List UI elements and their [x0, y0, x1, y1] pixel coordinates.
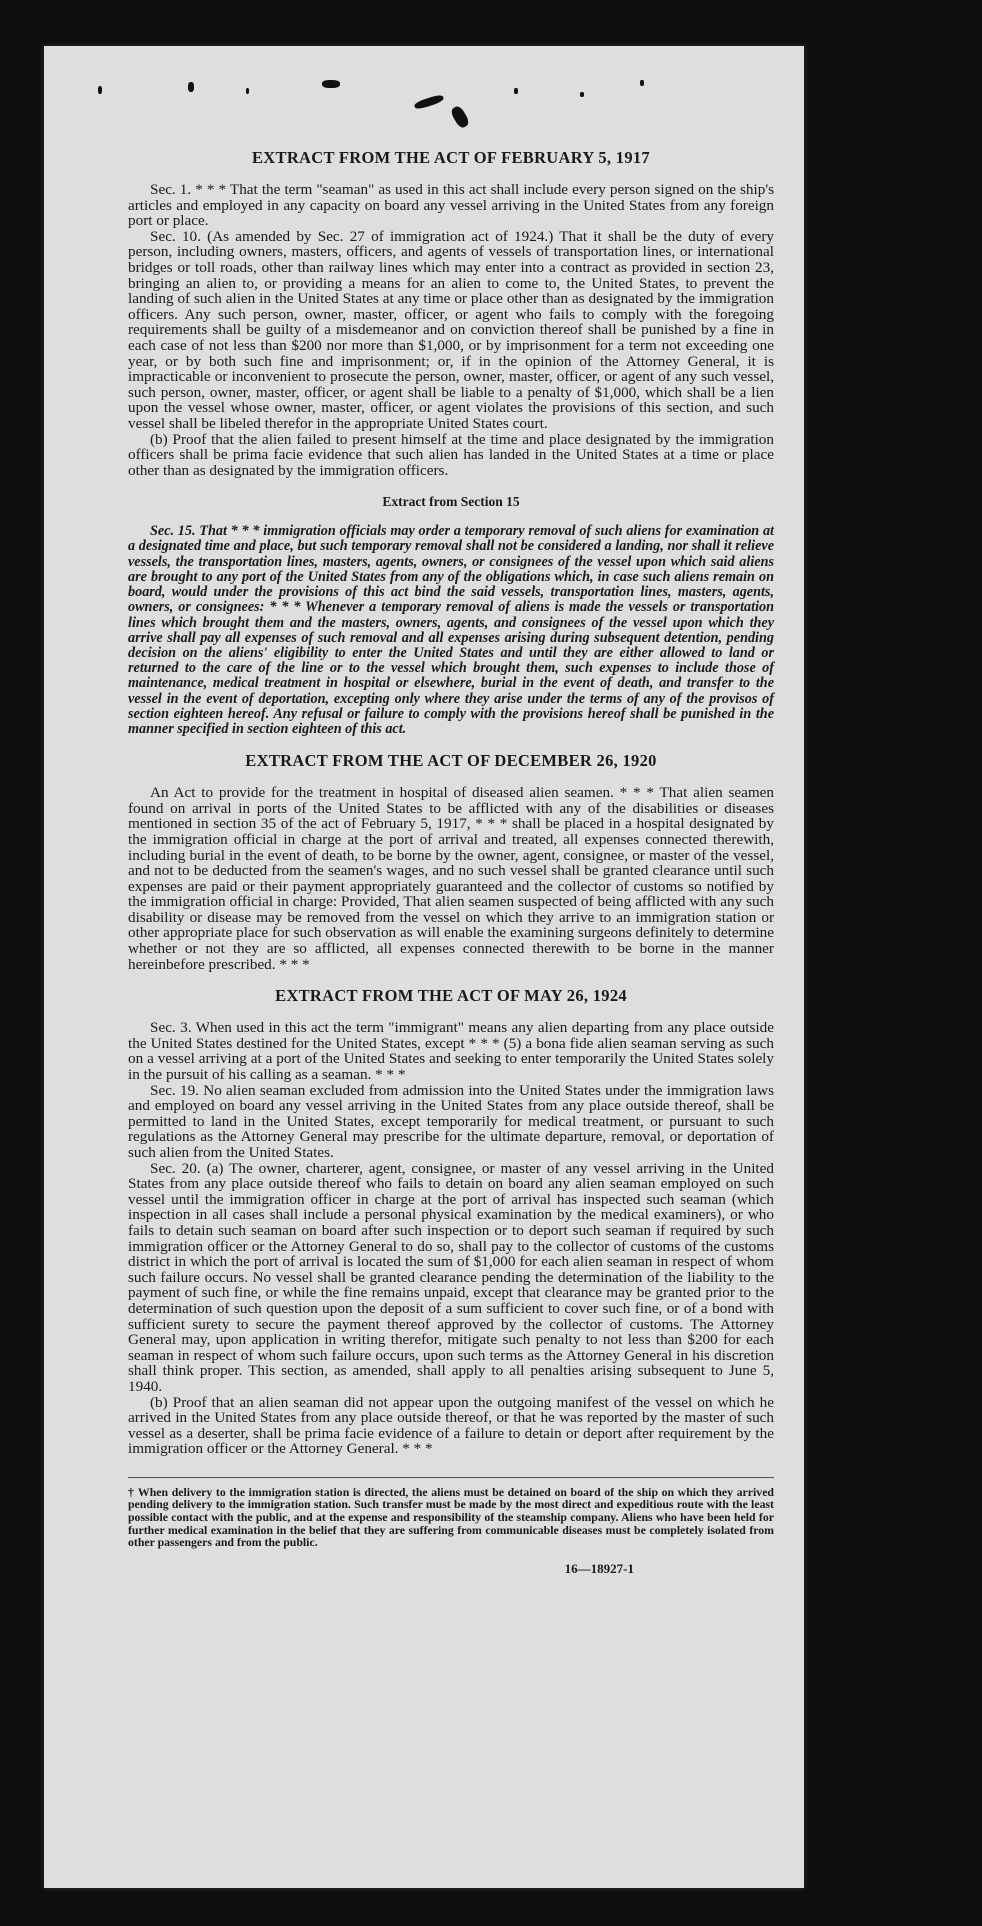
paragraph: (b) Proof that the alien failed to present himself at the time and place designated by the immigration officers shall be prima facie evidence that such alien has landed in the United States at a time or place other than as designated by the immigration officers. — [128, 430, 774, 479]
ink-speck — [413, 94, 444, 111]
section-heading: EXTRACT FROM THE ACT OF DECEMBER 26, 1920 — [245, 751, 657, 771]
ink-speck — [640, 80, 644, 86]
paragraph: Sec. 10. (As amended by Sec. 27 of immigration act of 1924.) That it shall be the duty of every person, including owners, masters, officers, and agents of vessels of transportation lines, or international bridges or toll roads, other than railway lines which may enter into a contract as provided in section 23, bringing an alien to, or providing a means for an alien to come to, the United States, to prevent the landing of such alien in the United States at any time or place other than as designated by the immigration officers. Any such person, owner, master, officer, or agent who fails to comply with the foregoing requirements shall be guilty of a misdemeanor and on conviction thereof shall be punished by a fine in each case of not less than $200 nor more than $1,000, or by imprisonment for a term not exceeding one year, or by both such fine and imprisonment; or, if in the opinion of the Attorney General, it is impracticable or inconvenient to prosecute the person, owner, master, officer, or agent of any such vessel, such person, owner, master, officer, or agent shall be liable to a penalty of $1,000, which shall be a lien upon the vessel whose owner, master, officer, or agent violates the provisions of this section, and such vessel shall be libeled therefor in the appropriate United States court. — [128, 227, 774, 432]
form-number: 16—18927-1 — [564, 1560, 634, 1576]
paragraph: Sec. 15. That * * * immigration officials may order a temporary removal of such aliens for examination at a designated time and place, but such temporary removal shall not be considered a landing, nor shall it relieve vessels, the transportation lines, masters, agents, owners, or consignees of the vessel upon which said aliens are brought to any port of the United States from any of the obligations which, in case such aliens remain on board, would under the provisions of this act bind the said vessels, transportation lines, masters, agents, owners, or consignees: * * * Whenever a temporary removal of aliens is made the vessels or transportation lines which brought them and the masters, owners, agents, and consignees of the vessel upon which they arrive shall pay all expenses of such removal and all expenses arising during subsequent detention, pending decision on the aliens' eligibility to enter the United States and until they are either allowed to land or returned to the care of the line or to the vessel which brought them, such expenses to include those of maintenance, medical treatment in hospital or elsewhere, burial in the event of death, and transfer to the vessel in the event of deportation, excepting only where they arise under the terms of any of the provisos of section eighteen hereof. Any refusal or failure to comply with the provisions hereof shall be punished in the manner specified in section eighteen of this act. — [128, 523, 774, 737]
paragraph: (b) Proof that an alien seaman did not appear upon the outgoing manifest of the vessel on which he arrived in the United States from any place outside thereof, or that he was reported by the master of such vessel as a deserter, shall be prima facie evidence of a failure to detain or deport after requirement by the immigration officer or the Attorney General. * * * — [128, 1393, 774, 1458]
paragraph: An Act to provide for the treatment in hospital of diseased alien seamen. * * * That alien seamen found on arrival in ports of the United States to be afflicted with any of the disabilities or diseases mentioned in section 35 of the act of February 5, 1917, * * * shall be placed in a hospital designated by the immigration official in charge at the port of arrival and treated, all expenses connected therewith, including burial in the event of death, to be borne by the owner, agent, consignee, or master of the vessel, and not to be deducted from the seamen's wages, and no such vessel shall be granted clearance until such expenses are paid or their payment appropriately guaranteed and the collector of customs so notified by the immigration official in charge: Provided, That alien seamen suspected of being afflicted with any such disability or disease may be removed from the vessel on which they arrive to an immigration station or other appropriate place for such observation as will enable the examining surgeons definitely to determine whether or not they are so afflicted, all expenses connected therewith to be borne in the manner hereinbefore prescribed. * * * — [128, 784, 774, 973]
footnote: † When delivery to the immigration station is directed, the aliens must be detained on board of the ship on which they arrived pending delivery to the immigration station. Such transfer must be made by the most direct and expeditious route with the least possible contact with the public, and at the expense and responsibility of the steamship company. Aliens who have been held for further medical examination in the belief that they are suffering from communicable diseases must be completely isolated from other passengers and from the public. — [128, 1477, 774, 1549]
document-page — [44, 46, 804, 1888]
paragraph: Sec. 20. (a) The owner, charterer, agent, consignee, or master of any vessel arriving in the United States from any place outside thereof who fails to detain on board any alien seaman employed on such vessel until the immigration officer in charge at the port of arrival has inspected such seaman (which inspection in all cases shall include a personal physical examination by the medical examiners), or who fails to detain such seaman on board after such inspection or to deport such seaman if required by such immigration officer or the Attorney General to do so, shall pay to the collector of customs of the customs district in which the port of arrival is located the sum of $1,000 for each alien seaman in respect of whom such failure occurs. No vessel shall be granted clearance pending the determination of the liability to the payment of such fine, or while the fine remains unpaid, except that clearance may be granted prior to the determination of such question upon the deposit of a sum sufficient to cover such fine, or of a bond with sufficient surety to secure the payment thereof approved by the collector of customs. The Attorney General may, upon application in writing therefor, mitigate such penalty to not less than $200 for each seaman in respect of whom such failure occurs, upon such terms as the Attorney General in his discretion shall think proper. This section, as amended, shall apply to all penalties arising subsequent to June 5, 1940. — [128, 1159, 774, 1395]
section-heading: EXTRACT FROM THE ACT OF FEBRUARY 5, 1917 — [252, 148, 650, 167]
paragraph: Sec. 1. * * * That the term "seaman" as used in this act shall include every person signed on the ship's articles and employed in any capacity on board any vessel arriving in the United States from any foreign port or place. — [128, 181, 774, 230]
ink-speck — [322, 80, 340, 88]
ink-speck — [98, 86, 102, 94]
ink-speck — [188, 82, 194, 92]
ink-speck — [449, 104, 470, 129]
document-body — [128, 148, 774, 1577]
ink-speck — [580, 92, 584, 97]
paragraph: Sec. 3. When used in this act the term "immigrant" means any alien departing from any place outside the United States destined for the United States, except * * * (5) a bona fide alien seaman serving as such on a vessel arriving at a port of the United States and seeking to enter temporarily the United States solely in the pursuit of his calling as a seaman. * * * — [128, 1019, 774, 1084]
ink-speck — [514, 88, 518, 94]
ink-speck — [246, 88, 249, 94]
paragraph: Sec. 19. No alien seaman excluded from admission into the United States under the immigration laws and employed on board any vessel arriving in the United States from any place outside thereof, shall be permitted to land in the United States, except temporarily for medical treatment, or pursuant to such regulations as the Attorney General may prescribe for the ultimate departure, removal, or deportation of such alien from the United States. — [128, 1081, 774, 1161]
section-heading: EXTRACT FROM THE ACT OF MAY 26, 1924 — [275, 986, 627, 1006]
section-subheading: Extract from Section 15 — [382, 494, 520, 510]
